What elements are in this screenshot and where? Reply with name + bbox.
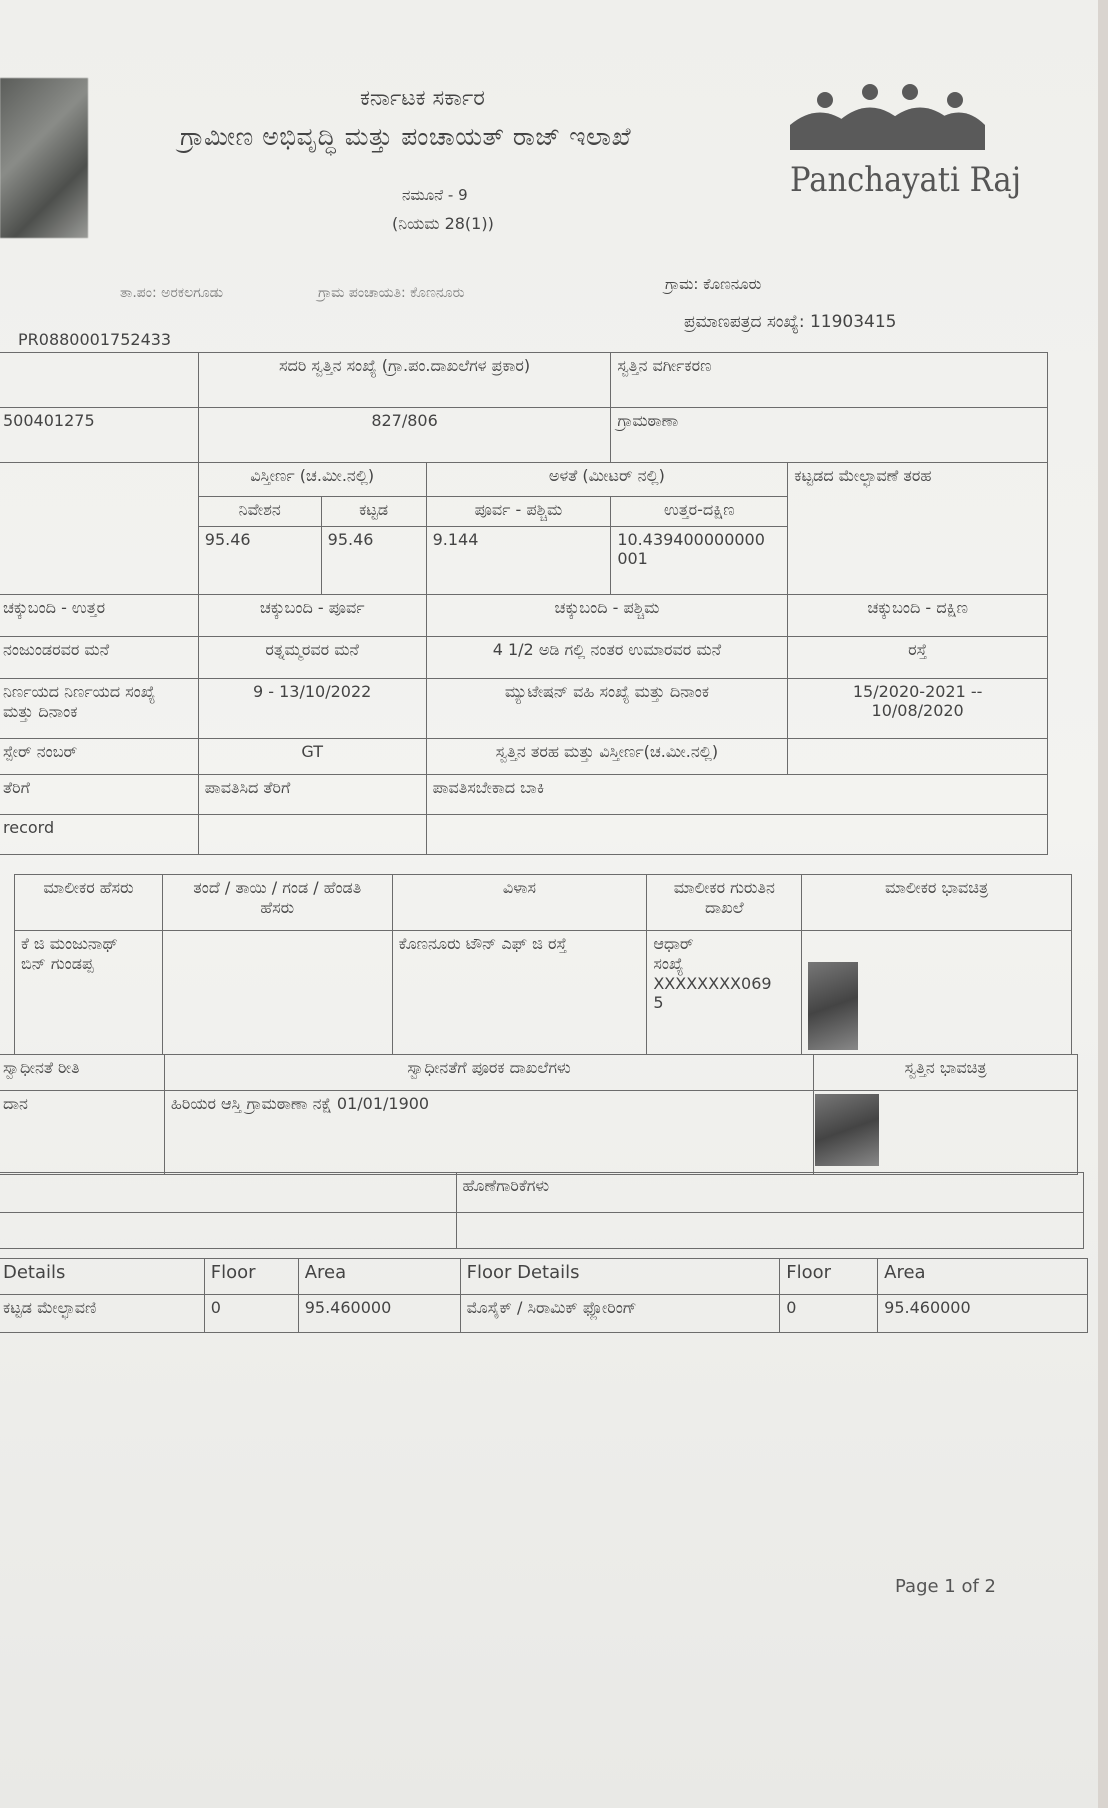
south-boundary-label: ಚಕ್ಕುಬಂದಿ - ದಕ್ಷಿಣ xyxy=(788,595,1048,637)
panchayati-raj-logo xyxy=(780,70,990,160)
resolution-label-line-1: ನಿರ್ಣಯದ ನಿರ್ಣಯದ ಸಂಖ್ಯೆ xyxy=(3,682,156,701)
paid-value xyxy=(198,815,426,855)
owner-id-label xyxy=(647,875,802,931)
roof-label: ಕಟ್ಟಡದ ಮೇಲ್ಛಾವಣೆ ತರಹ xyxy=(788,463,1048,595)
classification: ಗ್ರಾಮಠಾಣಾ xyxy=(611,408,1048,463)
floor-header-details: Details xyxy=(0,1259,204,1295)
floor-cell-floor: 0 xyxy=(204,1295,298,1333)
site-area: 95.46 xyxy=(198,527,321,595)
east-west-value: 9.144 xyxy=(426,527,611,595)
row-label-dimensions xyxy=(0,463,198,595)
emblem-photo xyxy=(0,78,88,238)
village: ಗ್ರಾಮ: ಕೊಣನೂರು xyxy=(665,275,762,293)
details-table xyxy=(0,352,1048,855)
asset-type-label: ಸ್ವತ್ತಿನ ತರಹ ಮತ್ತು ವಿಸ್ತೀರ್ಣ(ಚ.ಮೀ.ನಲ್ಲಿ) xyxy=(426,739,788,775)
owner-id-label-line-1: ಮಾಲೀಕರ ಗುರುತಿನ xyxy=(673,878,775,897)
floor-header-floor-2: Floor xyxy=(780,1259,878,1295)
east-west-label: ಪೂರ್ವ - ಪಶ್ಚಿಮ xyxy=(426,497,611,527)
mutation-value xyxy=(788,679,1048,739)
header-govt: ಕರ್ನಾಟಕ ಸರ್ಕಾರ xyxy=(360,86,485,111)
east-boundary-value: ರತ್ನಮ್ಮರವರ ಮನೆ xyxy=(198,637,426,679)
owner-id-value xyxy=(647,931,802,1055)
resolution-value: 9 - 13/10/2022 xyxy=(198,679,426,739)
header-department: ಗ್ರಾಮೀಣ ಅಭಿವೃದ್ಧಿ ಮತ್ತು ಪಂಚಾಯತ್ ರಾಜ್ ಇಲಾಖೆ xyxy=(180,122,632,151)
paid-label: ಪಾವತಿಸಿದ ತೆರಿಗೆ xyxy=(198,775,426,815)
rule-number: (ನಿಯಮ 28(1)) xyxy=(392,214,494,233)
owner-id-line-4: 5 xyxy=(653,993,664,1012)
due-label: ಪಾವತಿಸಬೇಕಾದ ಬಾಕಿ xyxy=(426,775,1047,815)
taluk: ತಾ.ಪಂ: ಅರಕಲಗೂಡು xyxy=(120,285,224,301)
row-label-asset xyxy=(0,353,198,408)
certificate-number: ಪ್ರಮಾಣಪತ್ರದ ಸಂಖ್ಯೆ: 11903415 xyxy=(684,312,897,332)
owner-id-line-3: XXXXXXXX069 xyxy=(653,974,772,993)
resolution-label-line-2: ಮತ್ತು ದಿನಾಂಕ xyxy=(3,702,78,721)
possession-value: ದಾನ xyxy=(0,1091,164,1175)
west-boundary-value: 4 1/2 ಅಡಿ ಗಲ್ಲಿ ನಂತರ ಉಮಾರವರ ಮನೆ xyxy=(426,637,788,679)
owner-id-label-line-2: ದಾಖಲೆ xyxy=(704,898,744,917)
liabilities-label: ಹೊಣೆಗಾರಿಕೆಗಳು xyxy=(456,1173,1083,1213)
building-area: 95.46 xyxy=(321,527,426,595)
possession-docs-value: ಹಿರಿಯರ ಆಸ್ತಿ ಗ್ರಾಮಠಾಣಾ ನಕ್ಷೆ 01/01/1900 xyxy=(164,1091,813,1175)
table-row xyxy=(0,1295,1088,1333)
type-value: GT xyxy=(198,739,426,775)
floor-table xyxy=(0,1258,1088,1333)
id-left: 500401275 xyxy=(0,408,198,463)
owner-id-line-2: ಸಂಖ್ಯೆ xyxy=(653,954,684,973)
due-value xyxy=(426,815,1047,855)
floor-cell-floor-2: 0 xyxy=(780,1295,878,1333)
measure-label: ಅಳತೆ (ಮೀಟರ್ ನಲ್ಲಿ) xyxy=(426,463,788,497)
possession-docs-label: ಸ್ವಾಧೀನತೆಗೆ ಪೂರಕ ದಾಖಲೆಗಳು xyxy=(164,1055,813,1091)
classification-label: ಸ್ವತ್ತಿನ ವರ್ಗೀಕರಣ xyxy=(611,353,1048,408)
address-label: ವಿಳಾಸ xyxy=(392,875,647,931)
page-number: Page 1 of 2 xyxy=(895,1576,996,1597)
owner-photo-label: ಮಾಲೀಕರ ಭಾವಚಿತ್ರ xyxy=(802,875,1072,931)
north-south-line-1: 10.439400000000 xyxy=(617,530,765,549)
record-label: record xyxy=(0,815,198,855)
gram-panchayat: ಗ್ರಾಮ ಪಂಚಾಯತಿ: ಕೊಣನೂರು xyxy=(318,285,465,301)
owner-name-line-2: ಬಿನ್ ಗುಂಡಪ್ಪ xyxy=(21,954,94,973)
relation-label-line-1: ತಂದೆ / ತಾಯಿ / ಗಂಡ / ಹೆಂಡತಿ xyxy=(193,878,362,897)
mutation-label: ಮ್ಯುಟೇಷನ್ ವಹಿ ಸಂಖ್ಯೆ ಮತ್ತು ದಿನಾಂಕ xyxy=(426,679,788,739)
owner-table xyxy=(14,874,1072,1055)
east-boundary-label: ಚಕ್ಕುಬಂದಿ - ಪೂರ್ವ xyxy=(198,595,426,637)
south-boundary-value: ರಸ್ತೆ xyxy=(788,637,1048,679)
owner-photo xyxy=(808,962,858,1050)
address-value: ಕೊಣನೂರು ಟೌನ್ ಎಫ್ ಜಿ ರಸ್ತೆ xyxy=(392,931,647,1055)
floor-cell-area: 95.460000 xyxy=(298,1295,460,1333)
logo-text: Panchayati Raj xyxy=(790,160,1022,200)
north-boundary-label: ಚಕ್ಕುಬಂದಿ - ಉತ್ತರ xyxy=(0,595,198,637)
asset-photo-label: ಸ್ವತ್ತಿನ ಭಾವಚಿತ್ರ xyxy=(814,1055,1078,1091)
liabilities-left xyxy=(0,1173,456,1213)
asset-no-label: ಸದರಿ ಸ್ವತ್ತಿನ ಸಂಖ್ಯೆ (ಗ್ರಾ.ಪಂ.ದಾಖಲೆಗಳ ಪ್ರಕಾರ) xyxy=(198,353,611,408)
owner-name-line-1: ಕೆ ಜಿ ಮಂಜುನಾಥ್ xyxy=(21,934,118,953)
north-south-label: ಉತ್ತರ-ದಕ್ಷಿಣ xyxy=(611,497,788,527)
asset-type-value xyxy=(788,739,1048,775)
possession-label: ಸ್ವಾಧೀನತೆ ರೀತಿ xyxy=(0,1055,164,1091)
relation-value xyxy=(162,931,392,1055)
north-south-line-2: 001 xyxy=(617,549,648,568)
floor-header-floor: Floor xyxy=(204,1259,298,1295)
resolution-label xyxy=(0,679,198,739)
type-label: ಸ್ಪೇರ್ ನಂಬರ್ xyxy=(0,739,198,775)
floor-header-area: Area xyxy=(298,1259,460,1295)
owner-id-line-1: ಆಧಾರ್ xyxy=(653,934,694,953)
floor-cell-floor-details: ಮೊಸೈಕ್ / ಸಿರಾಮಿಕ್ ಫ್ಲೋರಿಂಗ್ xyxy=(460,1295,780,1333)
floor-cell-details: ಕಟ್ಟಡ ಮೇಲ್ಛಾವಣಿ xyxy=(0,1295,204,1333)
north-boundary-value: ನಂಜುಂಡರವರ ಮನೆ xyxy=(0,637,198,679)
liabilities-value xyxy=(456,1213,1083,1249)
tax-row-label: ತೆರಿಗೆ xyxy=(0,775,198,815)
relation-label xyxy=(162,875,392,931)
west-boundary-label: ಚಕ್ಕುಬಂದಿ - ಪಶ್ಚಿಮ xyxy=(426,595,788,637)
possession-table xyxy=(0,1054,1078,1175)
liabilities-table xyxy=(0,1172,1084,1249)
asset-photo xyxy=(815,1094,879,1166)
floor-header-area-2: Area xyxy=(878,1259,1088,1295)
liabilities-left-2 xyxy=(0,1213,456,1249)
form-number: ನಮೂನೆ - 9 xyxy=(402,186,468,204)
relation-label-line-2: ಹೆಸರು xyxy=(260,898,295,917)
mutation-value-line-2: 10/08/2020 xyxy=(871,701,964,720)
mutation-value-line-1: 15/2020-2021 -- xyxy=(852,682,983,701)
north-south-value xyxy=(611,527,788,595)
asset-no: 827/806 xyxy=(198,408,611,463)
owner-name xyxy=(15,931,163,1055)
owner-name-label: ಮಾಲೀಕರ ಹೆಸರು xyxy=(15,875,163,931)
floor-cell-area-2: 95.460000 xyxy=(878,1295,1088,1333)
site-label: ನಿವೇಶನ xyxy=(198,497,321,527)
area-label: ವಿಸ್ತೀರ್ಣ (ಚ.ಮೀ.ನಲ್ಲಿ) xyxy=(198,463,426,497)
building-label: ಕಟ್ಟಡ xyxy=(321,497,426,527)
floor-header-floor-details: Floor Details xyxy=(460,1259,780,1295)
property-id: PR0880001752433 xyxy=(18,330,172,349)
